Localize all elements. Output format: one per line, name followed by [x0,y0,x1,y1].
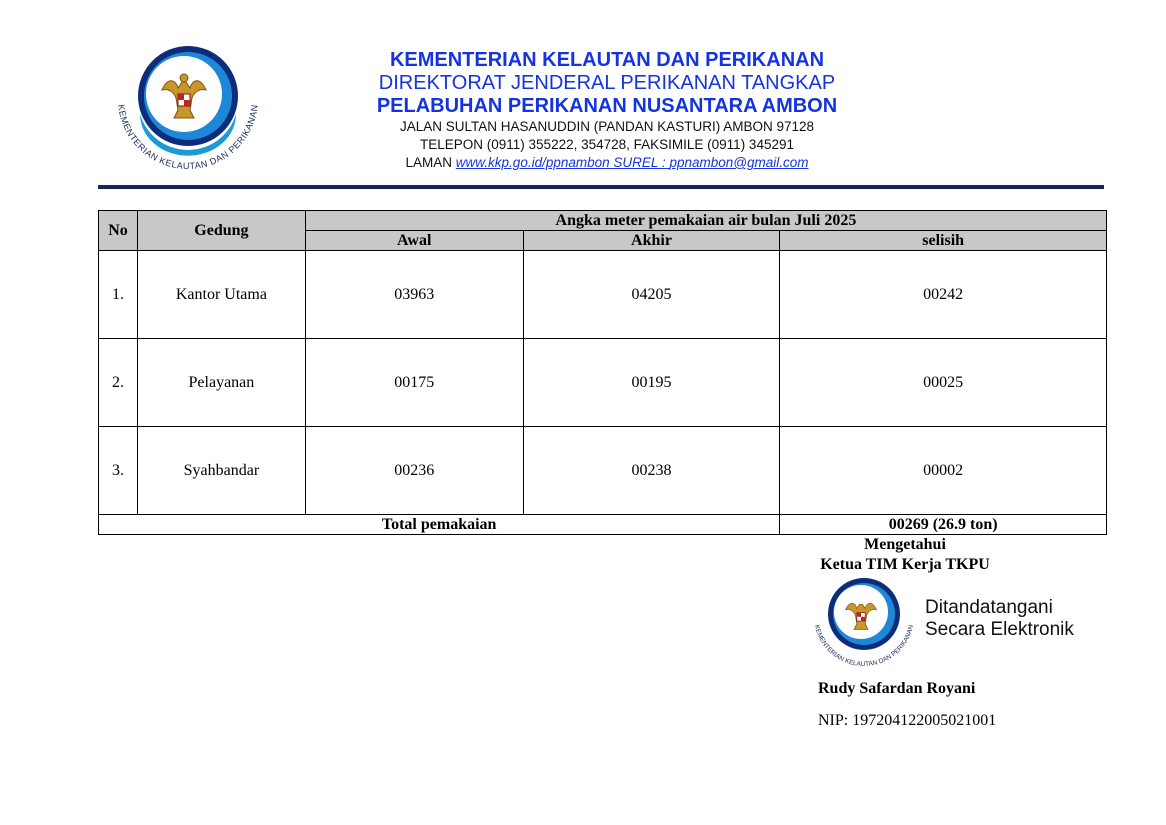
directorate-name: DIREKTORAT JENDERAL PERIKANAN TANGKAP [378,72,836,94]
header-group: Angka meter pemakaian air bulan Juli 2025 [305,211,1106,231]
cell-awal: 00175 [305,339,523,427]
cell-akhir: 00195 [523,339,780,427]
header-awal: Awal [305,231,523,251]
water-meter-table [98,210,1107,535]
cell-awal: 00236 [305,427,523,515]
total-value: 00269 (26.9 ton) [780,515,1107,535]
signer-name: Rudy Safardan Royani [818,680,976,697]
cell-awal: 03963 [305,251,523,339]
cell-gedung: Pelayanan [137,339,305,427]
kkp-stamp-logo [808,574,920,674]
letterhead [368,48,846,172]
svg-text:KEMENTERIAN KELAUTAN DAN PERIK: KEMENTERIAN KELAUTAN DAN PERIKANAN [116,103,260,172]
laman-label: LAMAN [405,155,453,170]
cell-no: 3. [99,427,138,515]
website-link[interactable]: www.kkp.go.id/ppnambon SUREL : ppnambon@gmail.com [455,155,809,170]
stamp-line-1: Ditandatangani [925,597,1053,618]
cell-selisih: 00025 [780,339,1107,427]
cell-selisih: 00002 [780,427,1107,515]
cell-no: 1. [99,251,138,339]
cell-akhir: 00238 [523,427,780,515]
contact-line [368,154,846,172]
electronic-signature-stamp [925,597,1074,641]
kkp-logo [108,44,268,172]
letterhead-divider [98,185,1104,189]
ministry-name: KEMENTERIAN KELAUTAN DAN PERIKANAN [389,49,825,71]
signer-position: Ketua TIM Kerja TKPU [820,556,990,573]
address: JALAN SULTAN HASANUDDIN (PANDAN KASTURI) AMBON 97128 [399,119,815,134]
signature-heading [790,535,1020,575]
total-label: Total pemakaian [99,515,780,535]
table-row [99,427,1107,515]
table-row [99,251,1107,339]
cell-gedung: Syahbandar [137,427,305,515]
cell-akhir: 04205 [523,251,780,339]
cell-gedung: Kantor Utama [137,251,305,339]
header-akhir: Akhir [523,231,780,251]
phone: TELEPON (0911) 355222, 354728, FAKSIMILE (0911) 345291 [420,137,794,152]
header-gedung: Gedung [137,211,305,251]
signer-nip: NIP: 197204122005021001 [818,712,997,729]
svg-text:KEMENTERIAN KELAUTAN DAN PERIK: KEMENTERIAN KELAUTAN DAN PERIKANAN [812,624,916,669]
mengetahui-label: Mengetahui [864,536,946,553]
cell-no: 2. [99,339,138,427]
port-name: PELABUHAN PERIKANAN NUSANTARA AMBON [376,95,838,117]
stamp-line-2: Secara Elektronik [925,619,1074,640]
header-selisih: selisih [780,231,1107,251]
table-row [99,339,1107,427]
header-no: No [99,211,138,251]
total-row [99,515,1107,535]
cell-selisih: 00242 [780,251,1107,339]
